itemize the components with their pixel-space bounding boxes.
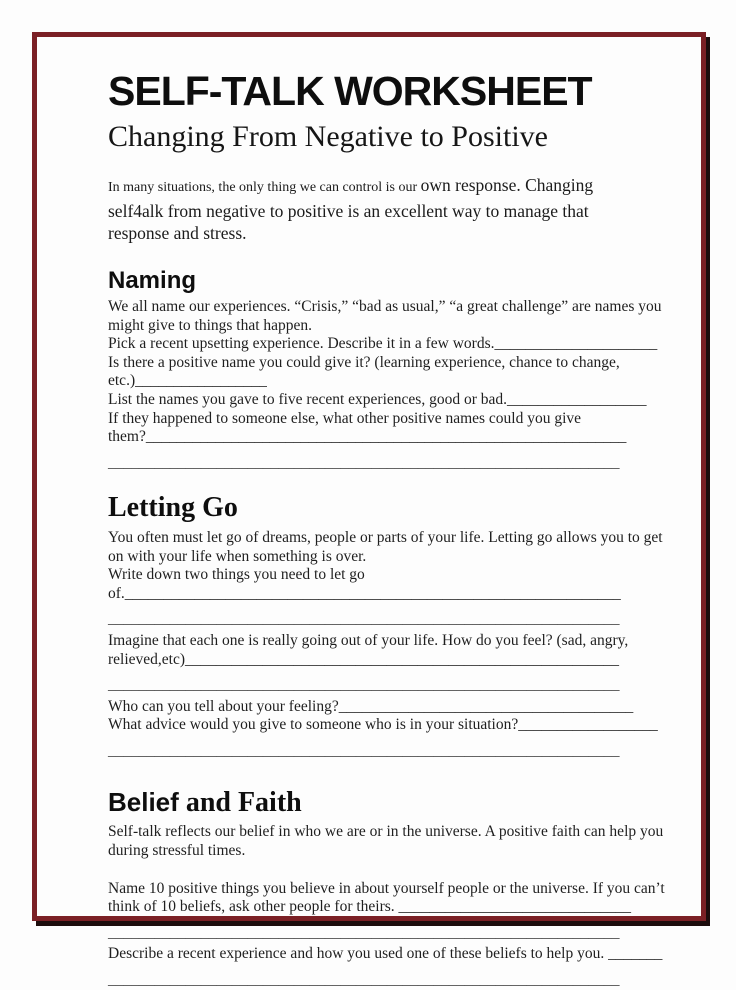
worksheet-line: during stressful times. [108, 842, 246, 859]
worksheet-line: on with your life when something is over. [108, 547, 367, 565]
worksheet-line-with-blank: What advice would you give to someone who is in your situation?__________________ [108, 716, 658, 734]
blank-answer-line: __________________________________________________________________ [108, 453, 620, 471]
page-subtitle: Changing From Negative to Positive [108, 120, 548, 154]
intro-line-1-small-text: In many situations, the only thing we can control is our [108, 180, 421, 196]
heading-word-belief: Belief [108, 786, 179, 817]
worksheet-line: Write down two things you need to let go [108, 566, 365, 584]
intro-paragraph [108, 174, 701, 245]
section-heading-letting-go: Letting Go [108, 492, 238, 524]
worksheet-line-with-blank: List the names you gave to five recent experiences, good or bad.__________________ [108, 390, 647, 408]
worksheet-line: We all name our experiences. “Crisis,” “bad as usual,” “a great challenge” are names you [108, 297, 662, 315]
worksheet-line: might give to things that happen. [108, 316, 313, 334]
blank-answer-line: __________________________________________________________________ [108, 610, 620, 628]
section-heading-naming: Naming [108, 266, 197, 294]
page-title: SELF-TALK WORKSHEET [108, 68, 592, 114]
blank-answer-line: __________________________________________________________________ [108, 923, 620, 941]
worksheet-line: Is there a positive name you could give it? (learning experience, chance to change, [108, 353, 620, 371]
worksheet-border-frame [32, 32, 706, 988]
heading-words-and-faith: and Faith [178, 786, 302, 818]
worksheet-line-with-blank: etc.)_________________ [108, 372, 267, 390]
worksheet-page [37, 37, 701, 988]
worksheet-line-with-blank: them?______________________________________________________________ [108, 428, 627, 446]
worksheet-line: Self-talk reflects our belief in who we are or in the universe. A positive faith can help you [108, 823, 664, 841]
worksheet-line-with-blank: Describe a recent experience and how you used one of these beliefs to help you. _______ [108, 945, 663, 963]
worksheet-line-with-blank: think of 10 beliefs, ask other people for theirs. ______________________________ [108, 898, 632, 916]
worksheet-line: Imagine that each one is really going out of your life. How do you feel? (sad, angry, [108, 632, 629, 650]
worksheet-line-with-blank: Pick a recent upsetting experience. Describe it in a few words._____________________ [108, 335, 658, 353]
worksheet-line-with-blank: Who can you tell about your feeling?______________________________________ [108, 697, 634, 715]
intro-line-1-large-text: own response. Changing [420, 175, 594, 196]
worksheet-line-with-blank: relieved,etc)________________________________________________________ [108, 650, 620, 668]
blank-answer-line: __________________________________________________________________ [108, 676, 620, 694]
worksheet-line: You often must let go of dreams, people or parts of your life. Letting go allows you to get [108, 529, 663, 547]
worksheet-line: Name 10 positive things you believe in about yourself people or the universe. If you can’t [108, 879, 665, 897]
section-heading-belief-and-faith [108, 788, 701, 819]
intro-line-2: self4alk from negative to positive is an excellent way to manage that [108, 200, 589, 221]
intro-line-3: response and stress. [108, 223, 247, 244]
intro-line-1 [108, 174, 701, 200]
blank-answer-line: __________________________________________________________________ [108, 970, 620, 988]
worksheet-line-with-blank: of.________________________________________________________________ [108, 584, 621, 602]
worksheet-line: If they happened to someone else, what other positive names could you give [108, 409, 582, 427]
blank-answer-line: __________________________________________________________________ [108, 742, 620, 760]
